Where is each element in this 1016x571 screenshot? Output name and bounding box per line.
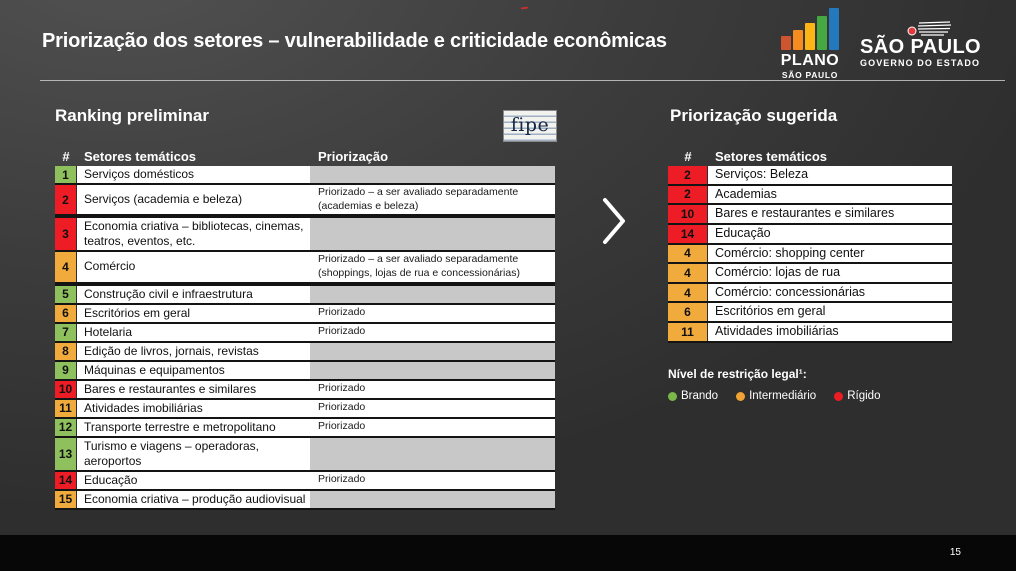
header-cell-setores: Setores temáticos (715, 148, 827, 164)
priorizacao-cell (310, 286, 555, 303)
sector-cell: Economia criativa – bibliotecas, cinemas, teatros, eventos, etc. (84, 219, 304, 249)
governo-estado-logo (860, 20, 992, 68)
priorizacao-cell (310, 343, 555, 360)
table-row (668, 303, 952, 323)
fipe-logo-text: fipe (510, 113, 550, 136)
ranking-table-header (55, 146, 555, 166)
page-title: Priorização dos setores – vulnerabilidade e criticidade econômicas (42, 30, 667, 52)
rank-cell: 1 (55, 166, 77, 183)
rank-cell: 2 (55, 185, 77, 214)
table-row (55, 252, 555, 285)
suggested-table-header (668, 146, 952, 166)
plano-logo-line2: SÃO PAULO (781, 69, 839, 80)
bar-icon (793, 30, 803, 50)
priorizacao-cell: Priorizado (310, 472, 555, 489)
suggested-table-rows (668, 166, 952, 343)
rank-cell: 8 (55, 343, 77, 360)
legend-item (736, 390, 816, 402)
table-row (668, 186, 952, 206)
rank-cell: 5 (55, 286, 77, 303)
rank-cell: 11 (668, 323, 708, 341)
page-number: 15 (949, 547, 961, 558)
rank-cell: 7 (55, 324, 77, 341)
sector-cell: Educação (84, 472, 138, 487)
priorizacao-cell: Priorizado (310, 305, 555, 322)
legend-dot-icon (736, 392, 745, 401)
table-row (668, 284, 952, 304)
rank-cell: 10 (55, 381, 77, 398)
chevron-right-icon (600, 196, 628, 246)
rank-cell: 4 (668, 284, 708, 302)
priorizacao-cell: Priorizado (310, 419, 555, 436)
fipe-accent-icon (521, 7, 528, 10)
table-row (55, 166, 555, 185)
ranking-table (55, 146, 555, 510)
table-row (55, 400, 555, 419)
plano-sao-paulo-logo (774, 8, 846, 80)
table-row (55, 362, 555, 381)
sector-cell: Comércio: lojas de rua (715, 265, 841, 280)
sector-cell: Construção civil e infraestrutura (84, 286, 253, 301)
bar-icon (781, 36, 791, 50)
table-row (55, 343, 555, 362)
legend-dot-icon (668, 392, 677, 401)
rank-cell: 2 (668, 186, 708, 204)
table-row (668, 225, 952, 245)
sector-cell: Serviços domésticos (84, 167, 195, 181)
rank-cell: 6 (55, 305, 77, 322)
sector-cell: Transporte terrestre e metropolitano (84, 419, 276, 434)
rank-cell: 12 (55, 419, 77, 436)
rank-cell: 11 (55, 400, 77, 417)
priorizacao-cell: Priorizado (310, 324, 555, 341)
sector-cell: Economia criativa – produção audiovisual (84, 491, 306, 506)
priorizacao-cell (310, 218, 555, 250)
table-row (55, 438, 555, 472)
rank-cell: 13 (55, 438, 77, 470)
table-row (55, 472, 555, 491)
right-section-heading: Priorização sugerida (670, 106, 838, 125)
sector-cell: Academias (715, 186, 777, 201)
sector-cell: Hotelaria (84, 324, 133, 339)
rank-cell: 2 (668, 166, 708, 184)
legend-item-label: Intermediário (749, 390, 817, 402)
legend-title: Nível de restrição legal¹: (668, 367, 807, 381)
legend-item (834, 390, 880, 402)
legend-item-label: Rígido (847, 390, 881, 402)
priorizacao-cell: Priorizado – a ser avaliado separadamente (shoppings, lojas de rua e concessionárias) (310, 252, 555, 281)
sao-paulo-flag-icon (906, 20, 992, 37)
fipe-logo (504, 111, 556, 141)
sector-cell: Máquinas e equipamentos (84, 362, 225, 377)
table-row (668, 166, 952, 186)
bar-icon (805, 23, 815, 50)
sector-cell: Atividades imobiliárias (715, 324, 839, 338)
legend-item-label: Brando (681, 390, 719, 402)
sector-cell: Atividades imobiliárias (84, 400, 203, 415)
rank-cell: 14 (668, 225, 708, 243)
table-row (55, 305, 555, 324)
priorizacao-cell (310, 166, 555, 183)
rank-cell: 4 (668, 245, 708, 263)
rank-cell: 3 (55, 218, 77, 250)
bar-icon (817, 16, 827, 50)
rank-cell: 6 (668, 303, 708, 321)
table-row (55, 218, 555, 252)
priorizacao-cell: Priorizado (310, 400, 555, 417)
plano-logo-line1: PLANO (780, 52, 840, 69)
bar-icon (829, 8, 839, 50)
sector-cell: Comércio: shopping center (715, 245, 865, 260)
governo-logo-line2: GOVERNO DO ESTADO (860, 58, 981, 68)
legend-item (668, 390, 718, 402)
sector-cell: Comércio (84, 259, 136, 274)
left-section-heading: Ranking preliminar (55, 106, 209, 125)
header-cell-priorizacao: Priorização (318, 148, 389, 164)
sector-cell: Bares e restaurantes e similares (84, 381, 257, 396)
sector-cell: Turismo e viagens – operadoras, aeroportos (84, 438, 259, 468)
table-row (668, 264, 952, 284)
sector-cell: Bares e restaurantes e similares (715, 206, 895, 221)
table-row (55, 185, 555, 218)
table-row (55, 419, 555, 438)
header-cell-rank: # (684, 148, 692, 164)
suggested-table (668, 146, 952, 343)
priorizacao-cell (310, 438, 555, 470)
rank-cell: 9 (55, 362, 77, 379)
rank-cell: 4 (55, 252, 77, 281)
table-row (55, 286, 555, 305)
priorizacao-cell (310, 491, 555, 508)
table-row (668, 205, 952, 225)
footer-strip (0, 535, 1016, 571)
ranking-table-rows (55, 166, 555, 510)
rank-cell: 14 (55, 472, 77, 489)
rank-cell: 10 (668, 205, 708, 223)
governo-logo-line1: SÃO PAULO (860, 36, 982, 58)
bar-chart-icon (774, 8, 846, 50)
sector-cell: Edição de livros, jornais, revistas (84, 343, 259, 358)
priorizacao-cell: Priorizado – a ser avaliado separadamente (academias e beleza) (310, 185, 555, 214)
table-row (55, 381, 555, 400)
legend-items (668, 390, 880, 402)
priorizacao-cell: Priorizado (310, 381, 555, 398)
title-divider (40, 80, 1005, 81)
sector-cell: Educação (715, 225, 771, 240)
sector-cell: Serviços: Beleza (715, 167, 809, 181)
legend (668, 367, 880, 402)
table-row (55, 324, 555, 343)
sector-cell: Escritórios em geral (715, 304, 826, 319)
legend-dot-icon (834, 392, 843, 401)
rank-cell: 4 (668, 264, 708, 282)
table-row (55, 491, 555, 510)
sector-cell: Escritórios em geral (84, 305, 191, 320)
header-cell-rank: # (62, 148, 70, 164)
sector-cell: Comércio: concessionárias (715, 284, 866, 299)
priorizacao-cell (310, 362, 555, 379)
table-row (668, 245, 952, 265)
rank-cell: 15 (55, 491, 77, 508)
header-cell-setores: Setores temáticos (84, 148, 196, 164)
sector-cell: Serviços (academia e beleza) (84, 192, 243, 207)
table-row (668, 323, 952, 343)
